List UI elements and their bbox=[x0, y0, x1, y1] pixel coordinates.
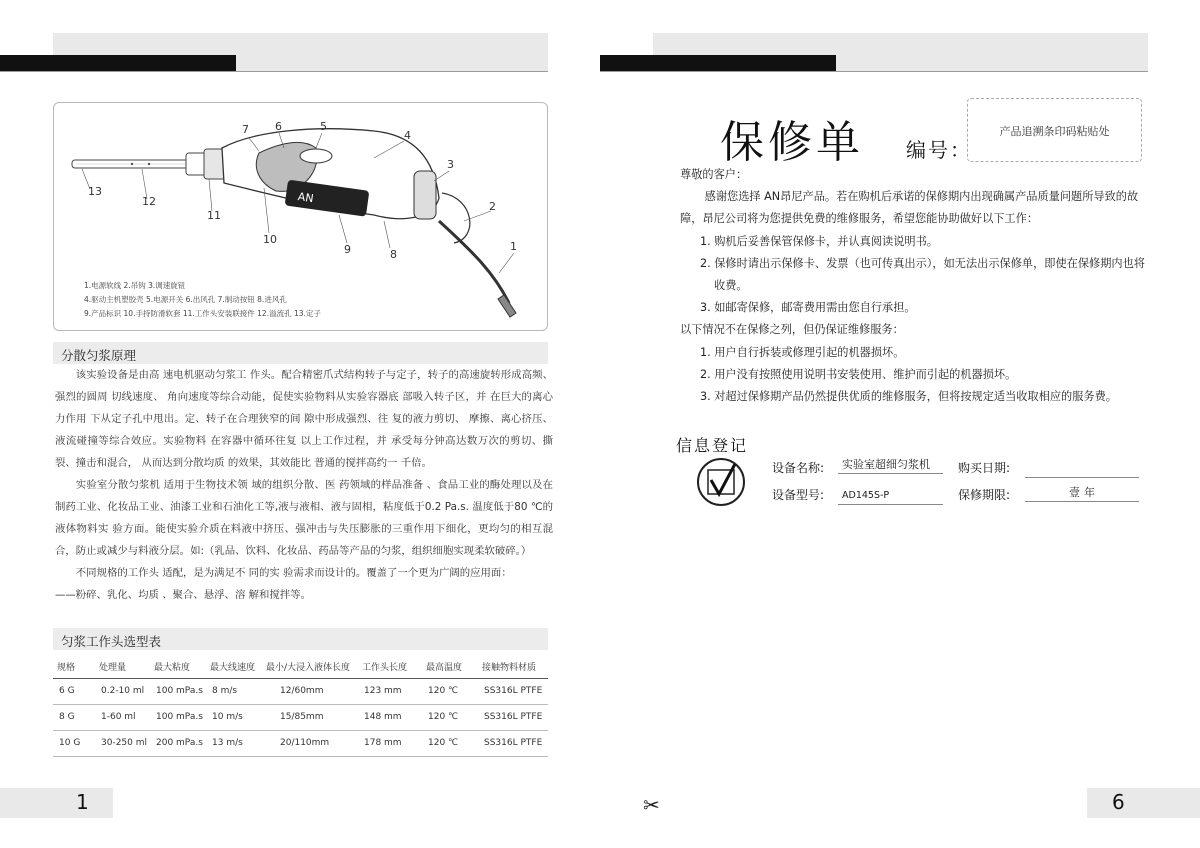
callout-10: 10 bbox=[263, 233, 277, 246]
table-cell: 123 mm bbox=[358, 678, 422, 704]
callout-1: 1 bbox=[510, 240, 517, 253]
device-name-field[interactable]: 实验室超细匀浆机 bbox=[838, 456, 943, 474]
right-page-number: 6 bbox=[1112, 790, 1125, 814]
column-header: 接触物料材质 bbox=[478, 656, 548, 678]
barcode-placeholder-text: 产品追溯条印码粘贴处 bbox=[999, 125, 1110, 138]
callout-12: 12 bbox=[142, 195, 156, 208]
callout-4: 4 bbox=[404, 129, 411, 142]
table-cell: SS316L PTFE bbox=[478, 704, 548, 730]
device-model-label: 设备型号: bbox=[772, 488, 825, 502]
principle-paragraph: ——粉碎、乳化、均质 、聚合、悬浮、溶 解和搅拌等。 bbox=[55, 589, 311, 601]
column-header: 最高温度 bbox=[422, 656, 478, 678]
principle-paragraph: 不同规格的工作头 适配，是为满足不 同的实 验需求而设计的。覆盖了一个更为广阔的应用面： bbox=[75, 567, 512, 579]
table-cell: 8 m/s bbox=[206, 678, 262, 704]
scissors-icon: ✂ bbox=[643, 793, 660, 817]
table-row bbox=[53, 704, 548, 730]
warranty-terms bbox=[680, 164, 1150, 408]
callout-13: 13 bbox=[88, 185, 102, 198]
table-cell: 120 ℃ bbox=[422, 678, 478, 704]
callout-11: 11 bbox=[207, 209, 221, 222]
callout-9: 9 bbox=[344, 243, 351, 256]
purchase-date-label: 购买日期: bbox=[958, 461, 1011, 475]
duty-item: 1. 购机后妥善保管保修卡，并认真阅读说明书。 bbox=[700, 234, 938, 248]
parts-legend bbox=[84, 279, 321, 321]
table-cell: 148 mm bbox=[358, 704, 422, 730]
callout-3: 3 bbox=[447, 158, 454, 171]
right-page-number-band bbox=[1087, 788, 1200, 818]
table-cell: 0.2-10 ml bbox=[95, 678, 150, 704]
exclusion-item: 3. 对超过保修期产品仍然提供优质的维修服务，但将按规定适当收取相应的服务费。 bbox=[700, 390, 1117, 404]
callout-6: 6 bbox=[275, 120, 282, 133]
principle-section-header bbox=[53, 342, 548, 364]
principle-paragraph: 该实验设备是由高 速电机驱动匀浆工 作头。配合精密爪式结构转子与定子，转子的高速旋转形成高频、强烈的圆周 切线速度、 角向速度等综合动能，促使实验物料从实验容器底 部吸入转子区，并 在巨大的离心力作用 下从定子孔中甩出。定、转子在合理狭窄的间 隙中形成强烈、往 复的液力剪切、 摩擦、离心挤压、液流碰撞等综合效应。实验物料 在容器中循环往复 以上工作过程，并 承受每分钟高达数万次的剪切、撕 裂、撞击和混合， 从而达到分散均质 的效果，其效能比 普通的搅拌高约一 千倍。 bbox=[55, 369, 553, 469]
right-header-line bbox=[600, 71, 1148, 72]
callout-2: 2 bbox=[489, 200, 496, 213]
table-row bbox=[53, 730, 548, 756]
exclusions-heading: 以下情况不在保修之列，但仍保证维修服务： bbox=[680, 323, 904, 337]
left-header-black-bar bbox=[0, 55, 236, 71]
table-cell: 200 mPa.s bbox=[150, 730, 206, 756]
device-name-label: 设备名称: bbox=[772, 461, 825, 475]
selection-table-header bbox=[53, 628, 548, 650]
left-page-number-band bbox=[0, 788, 113, 818]
callout-7: 7 bbox=[242, 123, 249, 136]
column-header: 最大线速度 bbox=[206, 656, 262, 678]
table-cell: 120 ℃ bbox=[422, 704, 478, 730]
table-row bbox=[53, 678, 548, 704]
table-cell: 100 mPa.s bbox=[150, 678, 206, 704]
table-cell: 120 ℃ bbox=[422, 730, 478, 756]
table-cell: 30-250 ml bbox=[95, 730, 150, 756]
principle-paragraph: 实验室分散匀浆机 适用于生物技术领 域的组织分散、医 药领域的样品准备 、食品工业的酶处理以及在制药工业、化妆品工业、油漆工业和石油化工等,液与液相、液与固相，粘度低于0.2 Pa.s. 温度低于80 ℃的液体物料实 验方面。能使实验介质在料液中挤压、强冲击与失压膨胀的三重作用下细化，更均匀的相互混合，防止或减少与料液分层。如:（乳品、饮料、化妆品、药品等产品的匀浆，组织细胞实现柔软破碎。） bbox=[55, 479, 553, 557]
barcode-sticker-area bbox=[967, 98, 1142, 162]
warranty-period-field[interactable]: 壹年 bbox=[1025, 484, 1139, 502]
warranty-period-label: 保修期限: bbox=[958, 488, 1011, 502]
principle-body bbox=[55, 364, 553, 606]
table-cell: 12/60mm bbox=[262, 678, 358, 704]
parts-legend-line: 4.驱动主机塑胶壳 5.电源开关 6.出风孔 7.制动按钮 8.进风孔 bbox=[84, 295, 287, 304]
table-header-row bbox=[53, 656, 548, 678]
serial-number-label: 编号： bbox=[906, 138, 972, 162]
table-cell: 20/110mm bbox=[262, 730, 358, 756]
exclusion-item: 2. 用户没有按照使用说明书安装使用、维护而引起的机器损坏。 bbox=[700, 367, 1017, 381]
device-diagram bbox=[53, 102, 548, 331]
intro-paragraph: 感谢您选择 AN昂尼产品。若在购机后承诺的保修期内出现确属产品质量问题所导致的故障，昂尼公司将为您提供免费的维修服务，希望您能协助做好以下工作： bbox=[680, 190, 1139, 226]
table-cell: SS316L PTFE bbox=[478, 678, 548, 704]
table-cell: 178 mm bbox=[358, 730, 422, 756]
table-cell: 13 m/s bbox=[206, 730, 262, 756]
table-cell: 10 m/s bbox=[206, 704, 262, 730]
duty-item: 2. 保修时请出示保修卡、发票（也可传真出示），如无法出示保修单，即使在保修期内也将收费。 bbox=[700, 256, 1145, 293]
column-header: 工作头长度 bbox=[358, 656, 422, 678]
left-page-number: 1 bbox=[76, 790, 89, 814]
table-cell: 6 G bbox=[53, 678, 95, 704]
warranty-card-title: 保修单 bbox=[720, 117, 864, 168]
exclusion-item: 1. 用户自行拆装或修理引起的机器损坏。 bbox=[700, 345, 905, 359]
table-cell: 100 mPa.s bbox=[150, 704, 206, 730]
selection-table-title: 匀浆工作头选型表 bbox=[61, 634, 162, 649]
device-brand-label: AN bbox=[297, 190, 315, 206]
greeting: 尊敬的客户： bbox=[680, 168, 748, 181]
column-header: 最小/大浸入液体长度 bbox=[262, 656, 358, 678]
principle-title: 分散匀浆原理 bbox=[61, 348, 137, 363]
callout-5: 5 bbox=[320, 120, 327, 133]
table-cell: SS316L PTFE bbox=[478, 730, 548, 756]
table-cell: 1-60 ml bbox=[95, 704, 150, 730]
parts-legend-line: 1.电源软线 2.吊钩 3.调速旋钮 bbox=[84, 281, 186, 290]
checkmark-icon bbox=[695, 456, 747, 508]
duty-item: 3. 如邮寄保修，邮寄费用需由您自行承担。 bbox=[700, 301, 916, 315]
table-cell: 8 G bbox=[53, 704, 95, 730]
info-registration-title: 信息登记 bbox=[676, 436, 749, 455]
purchase-date-field[interactable] bbox=[1025, 460, 1139, 478]
right-header-black-bar bbox=[600, 55, 836, 71]
device-model-field[interactable]: AD145S-P bbox=[838, 487, 943, 505]
left-header-line bbox=[0, 71, 548, 72]
column-header: 规格 bbox=[53, 656, 95, 678]
selection-table bbox=[53, 656, 548, 757]
parts-legend-line: 9.产品标识 10.手持防滑软套 11.工作头安装联接件 12.溢流孔 13.定子 bbox=[84, 309, 321, 318]
column-header: 最大粘度 bbox=[150, 656, 206, 678]
callout-8: 8 bbox=[390, 248, 397, 261]
table-cell: 10 G bbox=[53, 730, 95, 756]
table-cell: 15/85mm bbox=[262, 704, 358, 730]
column-header: 处理量 bbox=[95, 656, 150, 678]
